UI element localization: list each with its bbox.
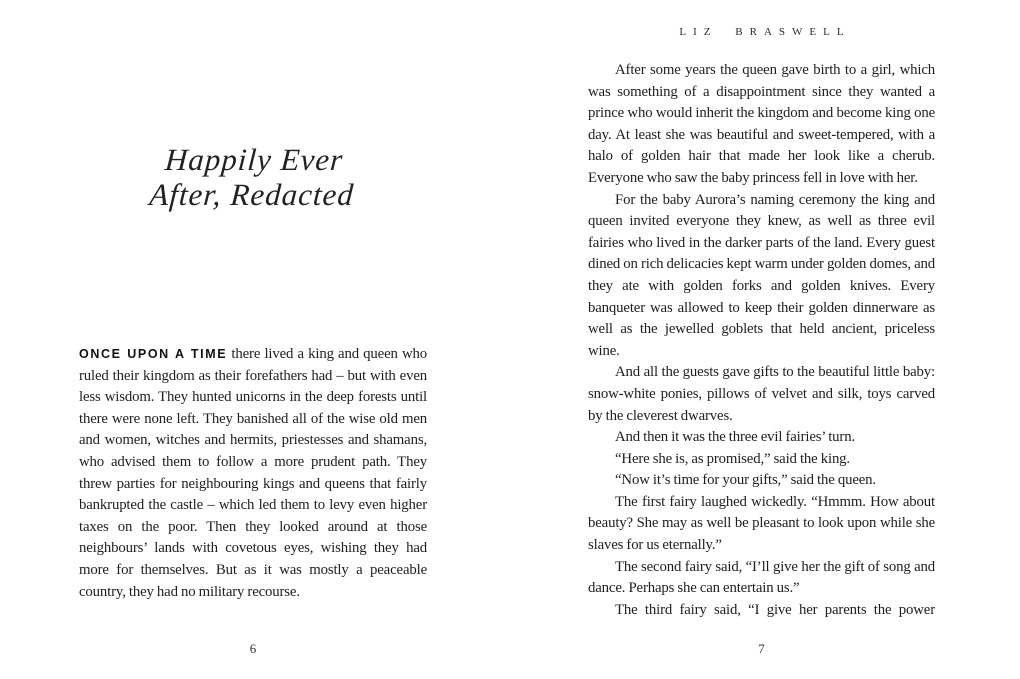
paragraph-continues-next-page: The third fairy said, “I give her parents the power [615,601,935,618]
opening-paragraph-text: there lived a king and queen who ruled their kingdom as their forefathers had – but with even less wisdom. They hunted unicorns in the deep forests until there were none left. They banished all of the wise old men and women, witches and hermits, priestesses and shamans, who advised them to follow a more prudent path. They threw parties for neighbouring kings and queens that fairly bankrupted the castle – which led them to levy even higher taxes on the poor. Then they looked around at those neighbours’ lands with covetous eyes, wishing they had more for themselves. But as it was mostly a peaceable country, they had no military recourse. [79,346,427,600]
paragraph: After some years the queen gave birth to a girl, which was something of a disappointment since they wanted a prince who would inherit the kingdom and become king one day. At least she was beautiful and sweet-tempered, with a halo of golden hair that made her look like a cherub. Everyone who saw the baby princess fell in love with her. [588,62,935,186]
paragraph: And then it was the three evil fairies’ turn. [615,429,856,446]
page-left [79,0,427,679]
chapter-title-line-2: After, Redacted [148,177,356,212]
left-page-body [79,344,427,603]
paragraph: “Here she is, as promised,” said the king. [615,450,850,467]
right-page-body [588,60,935,621]
chapter-title-line-1: Happily Ever [163,142,345,177]
running-header-author: LIZ BRASWELL [679,26,851,38]
page-number-right: 7 [758,641,765,656]
paragraph: “Now it’s time for your gifts,” said the queen. [615,472,876,489]
lead-in-phrase: ONCE UPON A TIME [79,347,228,361]
opening-paragraph [79,344,427,603]
paragraph: The first fairy laughed wickedly. “Hmmm. How about beauty? She may as well be pleasant to look upon while she slaves for us eternally.” [588,493,935,554]
chapter-title [77,142,430,212]
paragraph: For the baby Aurora’s naming ceremony the king and queen invited everyone they knew, as well as three evil fairies who lived in the darker parts of the land. Every guest dined on rich delicacies kept warm under golden domes, and they ate with golden forks and golden knives. Every banqueter was allowed to keep their golden dinnerware as well as the jewelled goblets that held ancient, priceless wine. [588,191,935,359]
paragraph: And all the guests gave gifts to the beautiful little baby: snow-white ponies, pillows of velvet and silk, toys carved by the cleverest dwarves. [588,364,935,424]
page-right [588,0,935,679]
page-number-left: 6 [249,641,257,656]
paragraph: The second fairy said, “I’ll give her the gift of song and dance. Perhaps she can entertain us.” [588,558,935,597]
